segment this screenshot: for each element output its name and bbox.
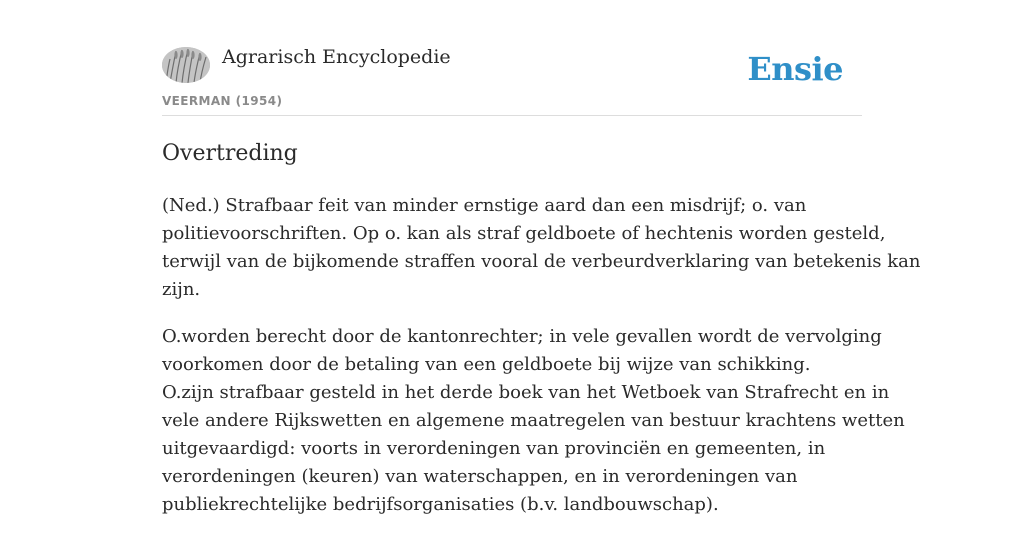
paragraph-line: terwijl van de bijkomende straffen vooral de verbeurdverklaring van betekenis kan [162,251,921,272]
paragraph-line: uitgevaardigd: voorts in verordeningen van provinciën en gemeenten, in [162,438,826,459]
page [162,0,921,515]
paragraph-line: verordeningen (keuren) van waterschappen, en in verordeningen van [162,466,798,487]
paragraph-line: publiekrechtelijke bedrijfsorganisaties (b.v. landbouwschap). [162,494,719,515]
brand-logo[interactable]: Ensie [747,50,843,88]
header [162,0,862,116]
paragraph-line: (Ned.) Strafbaar feit van minder ernstige aard dan een misdrijf; o. van [162,195,807,216]
wheat-logo-icon[interactable] [162,47,210,83]
article-body [162,192,921,538]
site-title[interactable]: Agrarisch Encyclopedie [222,46,451,68]
paragraph-line: politievoorschriften. Op o. kan als straf geldboete of hechtenis worden gesteld, [162,223,886,244]
author-label: VEERMAN (1954) [162,94,283,108]
paragraph-line: O.worden berecht door de kantonrechter; in vele gevallen wordt de vervolging [162,326,882,347]
paragraph-line: zijn. [162,279,201,300]
paragraph-line: voorkomen door de betaling van een geldboete bij wijze van schikking. [162,354,811,375]
paragraph-2 [162,323,905,519]
article-title: Overtreding [162,141,298,166]
paragraph-line: vele andere Rijkswetten en algemene maatregelen van bestuur krachtens wetten [162,410,905,431]
paragraph-1 [162,192,921,304]
paragraph-line: O.zijn strafbaar gesteld in het derde boek van het Wetboek van Strafrecht en in [162,382,890,403]
